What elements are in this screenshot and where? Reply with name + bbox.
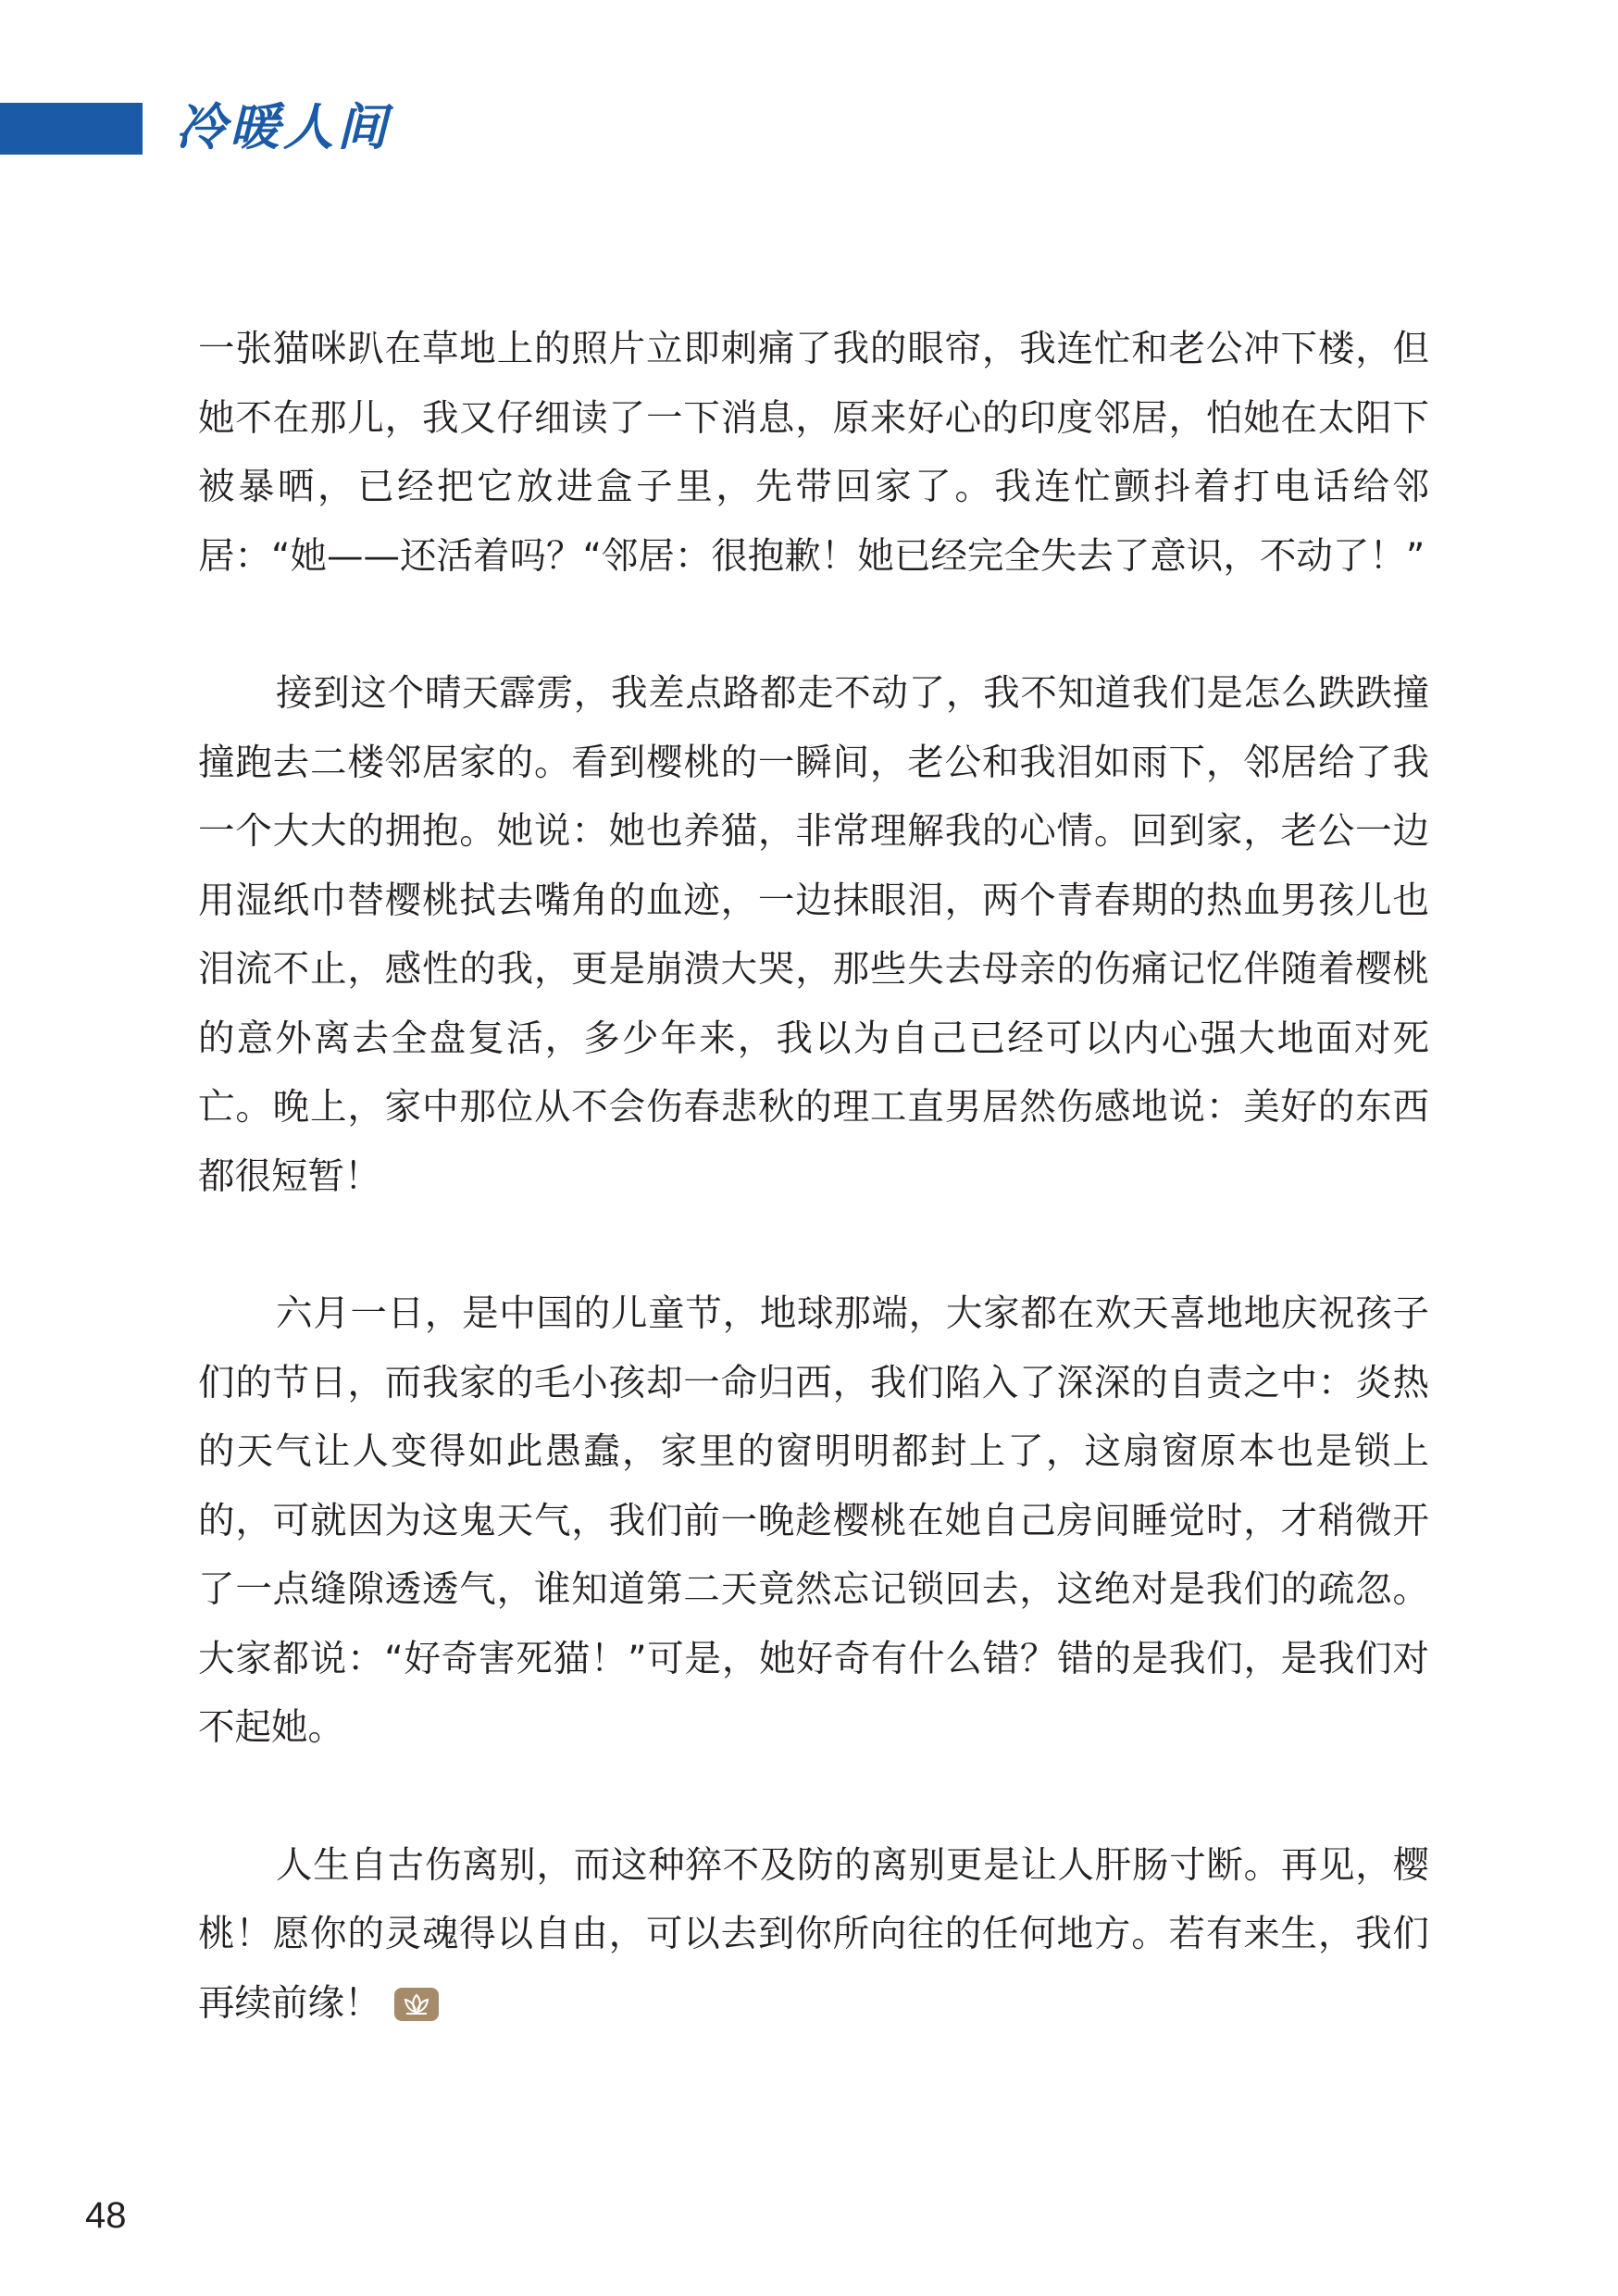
paragraph-2: 接到这个晴天霹雳，我差点路都走不动了，我不知道我们是怎么跌跌撞撞跑去二楼邻居家的。看到樱桃的一瞬间，老公和我泪如雨下，邻居给了我一个大大的拥抱。她说：她也养猫，非常理解我的心情。回到家，老公一边用湿纸巾替樱桃拭去嘴角的血迹，一边抹眼泪，两个青春期的热血男孩儿也泪流不止，感性的我，更是崩溃大哭，那些失去母亲的伤痛记忆伴随着樱桃的意外离去全盘复活，多少年来，我以为自己已经可以内心强大地面对死亡。晚上，家中那位从不会伤春悲秋的理工直男居然伤感地说：美好的东西都很短暂！ — [198, 672, 1429, 1198]
paragraph-4-text: 人生自古伤离别，而这种猝不及防的离别更是让人肝肠寸断。再见，樱桃！愿你的灵魂得以自由，可以去到你所向往的任何地方。若有来生，我们再续前缘！ — [198, 1843, 1429, 2025]
paragraph-3: 六月一日，是中国的儿童节，地球那端，大家都在欢天喜地地庆祝孩子们的节日，而我家的毛小孩却一命归西，我们陷入了深深的自责之中：炎热的天气让人变得如此愚蠢，家里的窗明明都封上了，这扇窗原本也是锁上的，可就因为这鬼天气，我们前一晚趁樱桃在她自己房间睡觉时，才稍微开了一点缝隙透透气，谁知道第二天竟然忘记锁回去，这绝对是我们的疏忽。大家都说：“好奇害死猫！”可是，她好奇有什么错？错的是我们，是我们对不起她。 — [198, 1292, 1429, 1749]
article-body — [198, 315, 1429, 2106]
page-number: 48 — [85, 2195, 127, 2236]
paragraph-1: 一张猫咪趴在草地上的照片立即刺痛了我的眼帘，我连忙和老公冲下楼，但她不在那儿，我又仔细读了一下消息，原来好心的印度邻居，怕她在太阳下被暴晒，已经把它放进盒子里，先带回家了。我连忙颤抖着打电话给邻居：“她——还活着吗？“邻居：很抱歉！她已经完全失去了意识，不动了！” — [198, 328, 1429, 578]
lotus-icon — [394, 1988, 439, 2021]
paragraph-4 — [198, 1831, 1429, 2039]
header-accent-bar — [0, 103, 143, 155]
section-title: 冷暖人间 — [176, 98, 391, 156]
